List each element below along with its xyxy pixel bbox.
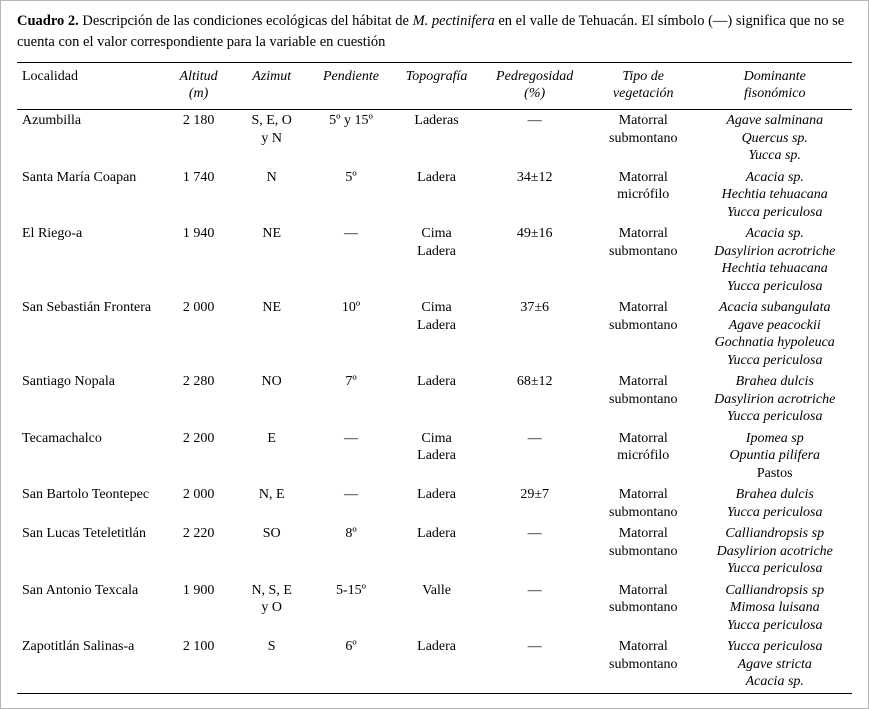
table-row [17,110,852,167]
cell-azimut: E [267,430,276,446]
cell-localidad: Santiago Nopala [22,374,115,389]
cell-localidad: San Bartolo Teontepec [22,487,150,502]
species-name: Yucca periculosa [726,561,823,576]
cell-tipo_vegetacion: Matorral submontano [609,487,678,520]
table-row [17,636,852,693]
cell-pedregosidad: — [527,582,542,598]
table-row [17,371,852,428]
species-name: Acacia subangulata [718,300,831,315]
species-name: Agave stricta [737,656,812,672]
cell-pedregosidad: — [527,639,542,654]
cell-tipo_vegetacion: Matorral submontano [609,300,678,333]
caption-text-after: en el valle de Tehuacán. El símbolo (—) significa que no se cuenta con el valor correspondiente para la variable en cuestión [17,13,845,50]
species-name: Yucca sp. [748,148,801,163]
cell-pendiente: 5º [345,169,357,185]
species-name: Yucca periculosa [726,639,823,654]
cell-altitud: 1 940 [182,226,215,241]
cell-azimut: N [266,169,277,185]
cell-dominante [698,223,853,297]
cell-azimut: NE [262,226,281,241]
cell-tipo_vegetacion: Matorral submontano [609,639,678,672]
cell-dominante [698,636,853,693]
species-name: Quercus sp. [741,130,808,146]
cell-localidad: San Antonio Texcala [22,582,139,598]
cell-topografia: Cima Ladera [417,226,456,259]
cell-topografia: Laderas [414,113,459,128]
table-row [17,580,852,637]
cell-dominante [698,428,853,485]
table-row [17,223,852,297]
species-name: Yucca periculosa [726,204,823,220]
column-header-azimut: Azimut [252,69,292,84]
species-name: Yucca periculosa [726,278,823,294]
cell-pendiente: — [343,226,358,241]
cell-tipo_vegetacion: Matorral micrófilo [617,430,670,463]
cell-altitud: 1 900 [182,582,215,598]
cell-tipo_vegetacion: Matorral submontano [609,374,678,407]
cell-pedregosidad: — [527,526,542,541]
cell-topografia: Cima Ladera [417,300,456,333]
cell-localidad: Azumbilla [22,113,82,128]
species-name: Opuntia pilifera [729,448,821,463]
species-name: Dasylirion acrotriche [714,391,836,407]
cell-dominante [698,523,853,580]
cell-pedregosidad: 34±12 [516,169,553,185]
species-name: Yucca periculosa [726,352,823,368]
cell-topografia: Ladera [417,639,456,654]
header-row [17,63,852,110]
cell-pedregosidad: 49±16 [516,226,553,241]
cell-localidad: San Sebastián Frontera [22,300,152,315]
table-header [17,63,852,110]
table-body [17,110,852,694]
cell-dominante [698,110,853,167]
species-name: Hechtia tehuacana [721,187,828,202]
cell-altitud: 2 000 [182,487,215,502]
cell-altitud: 2 280 [182,374,215,389]
cell-tipo_vegetacion: Matorral micrófilo [617,169,670,202]
table-caption [17,11,852,53]
cell-localidad: San Lucas Teteletitlán [22,526,146,541]
cell-dominante [698,580,853,637]
plain-text: Pastos [756,465,793,481]
cell-tipo_vegetacion: Matorral submontano [609,582,678,615]
cell-topografia: Ladera [417,374,456,389]
cell-dominante [698,371,853,428]
cell-pedregosidad: — [527,430,542,446]
species-name: Acacia sp. [745,226,804,241]
table-row [17,297,852,371]
table-row [17,484,852,523]
cell-topografia: Cima Ladera [417,430,456,463]
caption-label: Cuadro 2. [17,13,79,29]
cell-pendiente: 7º [345,374,357,389]
cell-topografia: Ladera [417,487,456,502]
table-row [17,167,852,224]
cell-localidad: El Riego-a [22,226,83,241]
cell-topografia: Ladera [417,169,456,185]
column-header-localidad: Localidad [22,69,78,84]
cell-localidad: Tecamachalco [22,430,102,446]
column-header-tipo_vegetacion: Tipo de vegetación [612,69,674,101]
cell-tipo_vegetacion: Matorral submontano [609,113,678,146]
species-name: Yucca periculosa [726,409,823,424]
species-name: Hechtia tehuacana [721,261,828,276]
cell-pendiente: 6º [345,639,357,654]
cell-altitud: 1 740 [182,169,215,185]
species-name: Mimosa luisana [729,600,820,615]
ecological-conditions-table [17,62,852,694]
cell-pedregosidad: 29±7 [520,487,550,502]
cell-azimut: N, E [258,487,285,502]
cell-pendiente: 5-15º [335,582,366,598]
species-name: Acacia sp. [745,674,804,689]
cell-localidad: Zapotitlán Salinas-a [22,639,135,654]
cell-azimut: NO [261,374,282,389]
species-name: Brahea dulcis [735,374,814,389]
column-header-dominante: Dominante fisonómico [743,69,806,101]
cell-tipo_vegetacion: Matorral submontano [609,226,678,259]
cell-altitud: 2 180 [182,113,215,128]
cell-dominante [698,297,853,371]
column-header-pedregosidad: Pedregosidad (%) [496,69,574,101]
cell-dominante [698,167,853,224]
cell-azimut: S, E, O y N [251,113,292,146]
cell-tipo_vegetacion: Matorral submontano [609,526,678,559]
caption-species: M. pectinifera [412,13,495,29]
cell-pedregosidad: 37±6 [520,300,550,315]
cell-azimut: NE [262,300,281,315]
cell-pendiente: 10º [341,300,361,315]
species-name: Calliandropsis sp [725,526,825,541]
cell-pendiente: — [343,430,358,446]
species-name: Dasylirion acrotriche [714,243,836,259]
species-name: Acacia sp. [745,169,804,185]
species-name: Gochnatia hypoleuca [714,335,835,350]
column-header-pendiente: Pendiente [322,69,379,84]
column-header-altitud: Altitud (m) [179,69,218,101]
cell-pendiente: 5º y 15º [329,113,373,128]
species-name: Yucca periculosa [726,617,823,633]
cell-azimut: N, S, E y O [251,582,292,615]
cell-topografia: Valle [422,582,451,598]
species-name: Yucca periculosa [726,504,823,520]
species-name: Agave peacockii [728,317,821,333]
table-row [17,523,852,580]
species-name: Calliandropsis sp [725,582,825,598]
species-name: Brahea dulcis [735,487,814,502]
cell-altitud: 2 000 [182,300,215,315]
cell-altitud: 2 200 [182,430,215,446]
cell-topografia: Ladera [417,526,456,541]
column-header-topografia: Topografía [405,69,468,84]
cell-dominante [698,484,853,523]
table-row [17,428,852,485]
cell-altitud: 2 100 [182,639,215,654]
species-name: Ipomea sp [745,430,804,446]
cell-azimut: SO [262,526,281,541]
species-name: Agave salminana [726,113,824,128]
cell-azimut: S [267,639,276,654]
cell-pedregosidad: 68±12 [516,374,553,389]
species-name: Dasylirion acotriche [716,543,833,559]
cell-altitud: 2 220 [182,526,215,541]
cell-pendiente: 8º [345,526,357,541]
cell-pendiente: — [343,487,358,502]
caption-text-before: Descripción de las condiciones ecológicas del hábitat de [78,13,413,29]
cell-pedregosidad: — [527,113,542,128]
cell-localidad: Santa María Coapan [22,169,137,185]
